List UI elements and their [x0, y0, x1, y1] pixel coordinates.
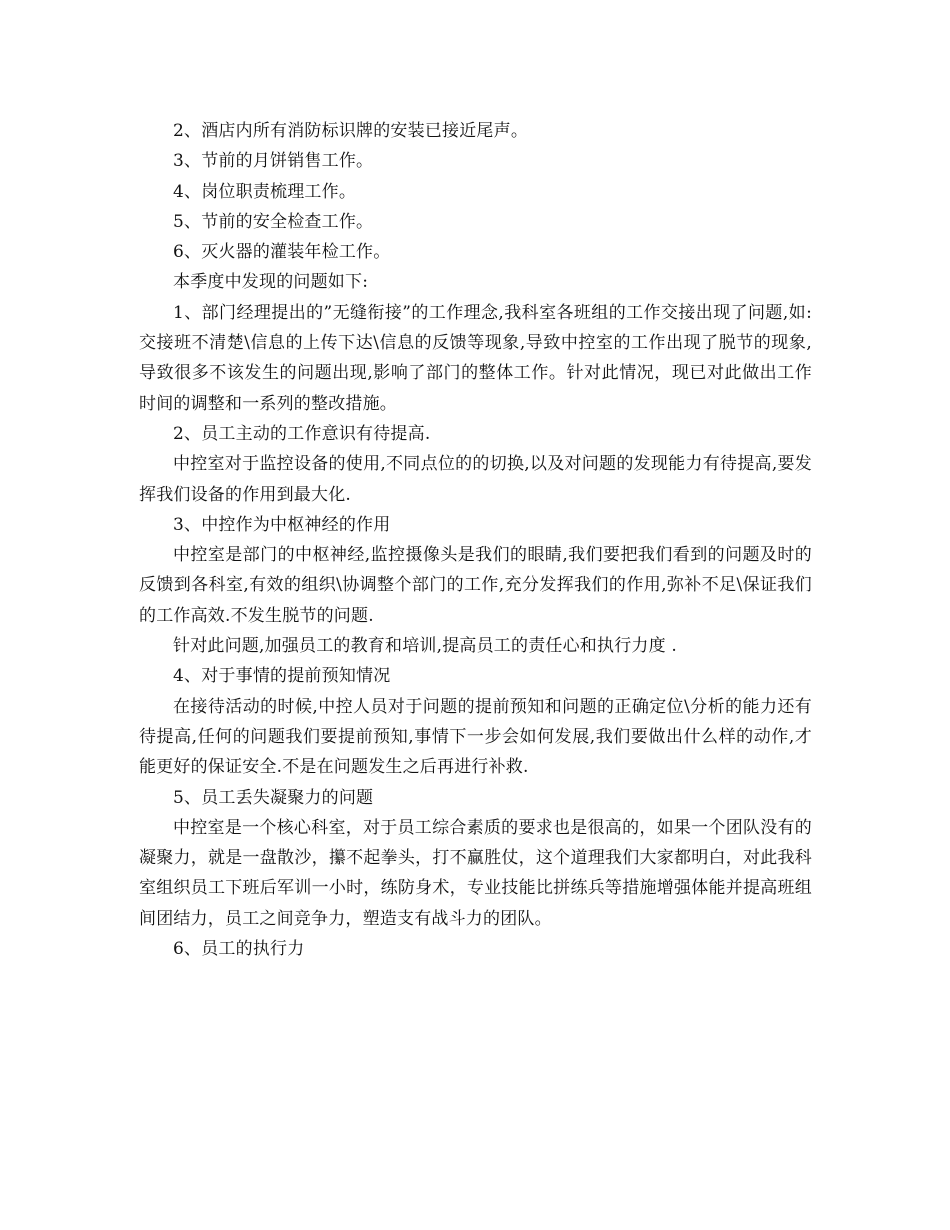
paragraph-central-nerve: 中控室是部门的中枢神经,监控摄像头是我们的眼睛,我们要把我们看到的问题及时的反馈到各科室,有效的组织\协调整个部门的工作,充分发挥我们的作用,弥补不足\保证我们的工作高效.不发生脱节的问题.	[139, 545, 812, 626]
document-body	[139, 116, 812, 964]
list-item-job-duties: 4、岗位职责梳理工作。	[173, 181, 357, 202]
paragraph-monitoring: 中控室对于监控设备的使用,不同点位的的切换,以及对问题的发现能力有待提高,要发挥我们设备的作用到最大化.	[139, 454, 812, 505]
paragraph-training-measure: 针对此问题,加强员工的教育和培训,提高员工的责任心和执行力度 .	[173, 636, 678, 657]
list-item-extinguisher: 6、灭火器的灌装年检工作。	[173, 242, 391, 263]
paragraph-seamless-handover: 1、部门经理提出的”无缝衔接”的工作理念,我科室各班组的工作交接出现了问题,如:交接班不清楚\信息的上传下达\信息的反馈等现象,导致中控室的工作出现了脱节的现象,导致很多不该发生的问题出现,影响了部门的整体工作。针对此情况，现已对此做出工作时间的调整和一系列的整改措施。	[139, 302, 812, 414]
section-heading-problems: 本季度中发现的问题如下:	[173, 272, 369, 293]
list-item-mooncake-sales: 3、节前的月饼销售工作。	[173, 151, 374, 172]
list-item-safety-check: 5、节前的安全检查工作。	[173, 211, 374, 232]
paragraph-prediction: 在接待活动的时候,中控人员对于问题的提前预知和问题的正确定位\分析的能力还有待提高,任何的问题我们要提前预知,事情下一步会如何发展,我们要做出什么样的动作,才能更好的保证安全.不是在问题发生之后再进行补救.	[139, 696, 812, 778]
paragraph-cohesion: 中控室是一个核心科室，对于员工综合素质的要求也是很高的，如果一个团队没有的凝聚力，就是一盘散沙，攥不起拳头，打不赢胜仗，这个道理我们大家都明白，对此我科室组织员工下班后军训一小时，练防身术，专业技能比拼练兵等措施增强体能并提高班组间团结力，员工之间竞争力，塑造支有战斗力的团队。	[139, 817, 812, 929]
issue-heading-execution: 6、员工的执行力	[173, 939, 305, 960]
issue-heading-prediction: 4、对于事情的提前预知情况	[173, 666, 391, 687]
issue-heading-cohesion: 5、员工丢失凝聚力的问题	[173, 787, 374, 808]
list-item-signage: 2、酒店内所有消防标识牌的安装已接近尾声。	[173, 121, 529, 141]
issue-heading-initiative: 2、员工主动的工作意识有待提高.	[173, 423, 431, 444]
issue-heading-central-role: 3、中控作为中枢神经的作用	[173, 514, 391, 535]
